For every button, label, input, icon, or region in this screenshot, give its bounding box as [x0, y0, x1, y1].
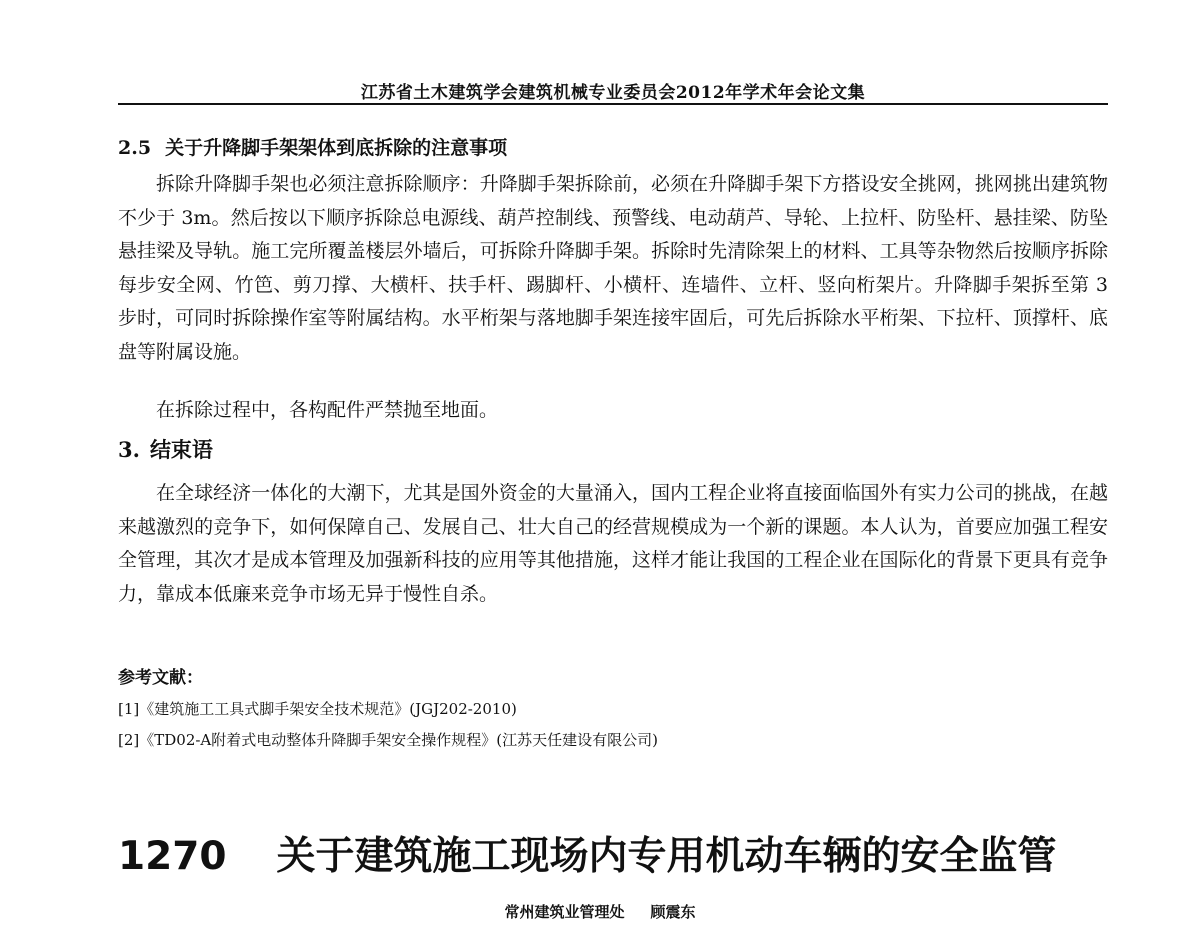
section-2-5-title: 关于升降脚手架架体到底拆除的注意事项 — [165, 137, 508, 159]
section-2-5-paragraph-2: 在拆除过程中，各构配件严禁抛至地面。 — [156, 399, 499, 421]
next-article-number: 1270 — [118, 834, 227, 879]
section-3-paragraph: 在全球经济一体化的大潮下，尤其是国外资金的大量涌入，国内工程企业将直接面临国外有实力公司的挑战，在越来越激烈的竞争下，如何保障自己、发展自己、壮大自己的经营规模成为一个新的课题。本人认为，首要应加强工程安全管理，其次才是成本管理及加强新科技的应用等其他措施，这样才能让我国的工程企业在国际化的背景下更具有竞争力，靠成本低廉来竞争市场无异于慢性自杀。 — [118, 482, 1108, 605]
section-3-title: 结束语 — [149, 437, 213, 462]
reference-item-2: [2]《TD02-A附着式电动整体升降脚手架安全操作规程》(江苏天任建设有限公司) — [118, 731, 658, 749]
references-heading: 参考文献： — [118, 668, 203, 688]
author-name: 顾震东 — [650, 903, 696, 921]
section-3-heading — [118, 434, 1108, 466]
author-organization: 常州建筑业管理处 — [504, 903, 625, 921]
header-rule — [118, 103, 1108, 105]
next-article-title — [118, 832, 1118, 882]
section-3-number: 3. — [118, 437, 140, 462]
reference-item-1: [1]《建筑施工工具式脚手架安全技术规范》(JGJ202-2010) — [118, 700, 517, 718]
section-2-5-number: 2.5 — [118, 137, 152, 159]
running-header: 江苏省土木建筑学会建筑机械专业委员会2012年学术年会论文集 — [360, 83, 866, 103]
section-2-5-heading — [118, 133, 1108, 163]
next-article-title-text: 关于建筑施工现场内专用机动车辆的安全监管 — [276, 834, 1057, 879]
section-2-5-paragraph-1: 拆除升降脚手架也必须注意拆除顺序：升降脚手架拆除前，必须在升降脚手架下方搭设安全挑网，挑网挑出建筑物不少于 3m。然后按以下顺序拆除总电源线、葫芦控制线、预警线、电动葫芦、导轮、上拉杆、防坠杆、悬挂梁、防坠悬挂梁及导轨。施工完所覆盖楼层外墙后，可拆除升降脚手架。拆除时先清除架上的材料、工具等杂物然后按顺序拆除每步安全网、竹笆、剪刀撑、大横杆、扶手杆、踢脚杆、小横杆、连墙件、立杆、竖向桁架片。升降脚手架拆至第 3 步时，可同时拆除操作室等附属结构。水平桁架与落地脚手架连接牢固后，可先后拆除水平桁架、下拉杆、顶撑杆、底盘等附属设施。 — [118, 173, 1108, 363]
author-line — [0, 901, 1200, 922]
